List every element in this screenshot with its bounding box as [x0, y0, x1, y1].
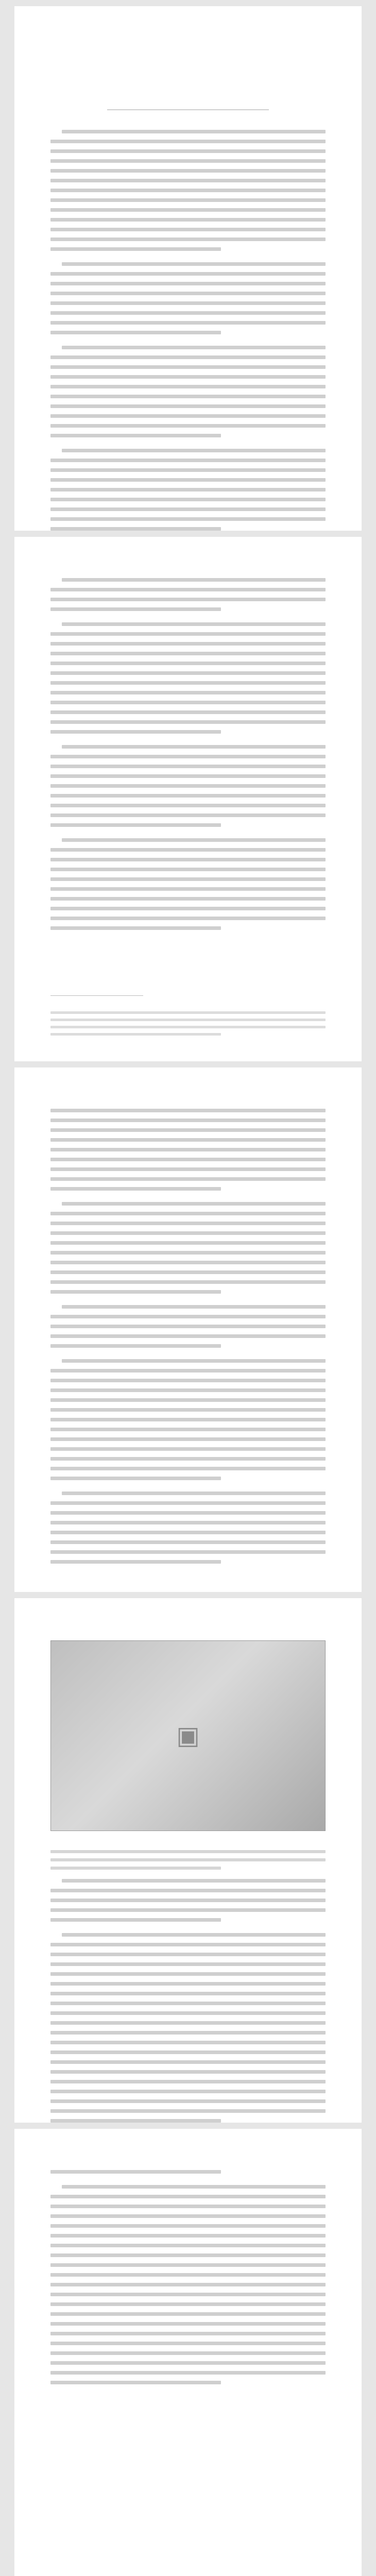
page-header [45, 552, 331, 561]
body-text [50, 1879, 326, 2123]
page-2 [14, 537, 362, 1061]
footnote [50, 1002, 326, 1040]
page-5 [14, 2129, 362, 2576]
page-3 [14, 1067, 362, 1592]
footnote-divider [50, 995, 143, 996]
body-text [50, 578, 326, 936]
body-text [50, 130, 326, 531]
photo-icon: ▣ [176, 1721, 200, 1750]
page-header [45, 1083, 331, 1091]
page-1 [14, 6, 362, 531]
title-divider [107, 109, 269, 110]
photo [50, 1640, 326, 1831]
page-header [45, 1614, 331, 1622]
page-header [45, 22, 331, 30]
body-text [50, 2170, 326, 2391]
photo-caption [50, 1840, 326, 1875]
body-text [50, 1109, 326, 1570]
page-4 [14, 1598, 362, 2123]
page-header [45, 2144, 331, 2153]
